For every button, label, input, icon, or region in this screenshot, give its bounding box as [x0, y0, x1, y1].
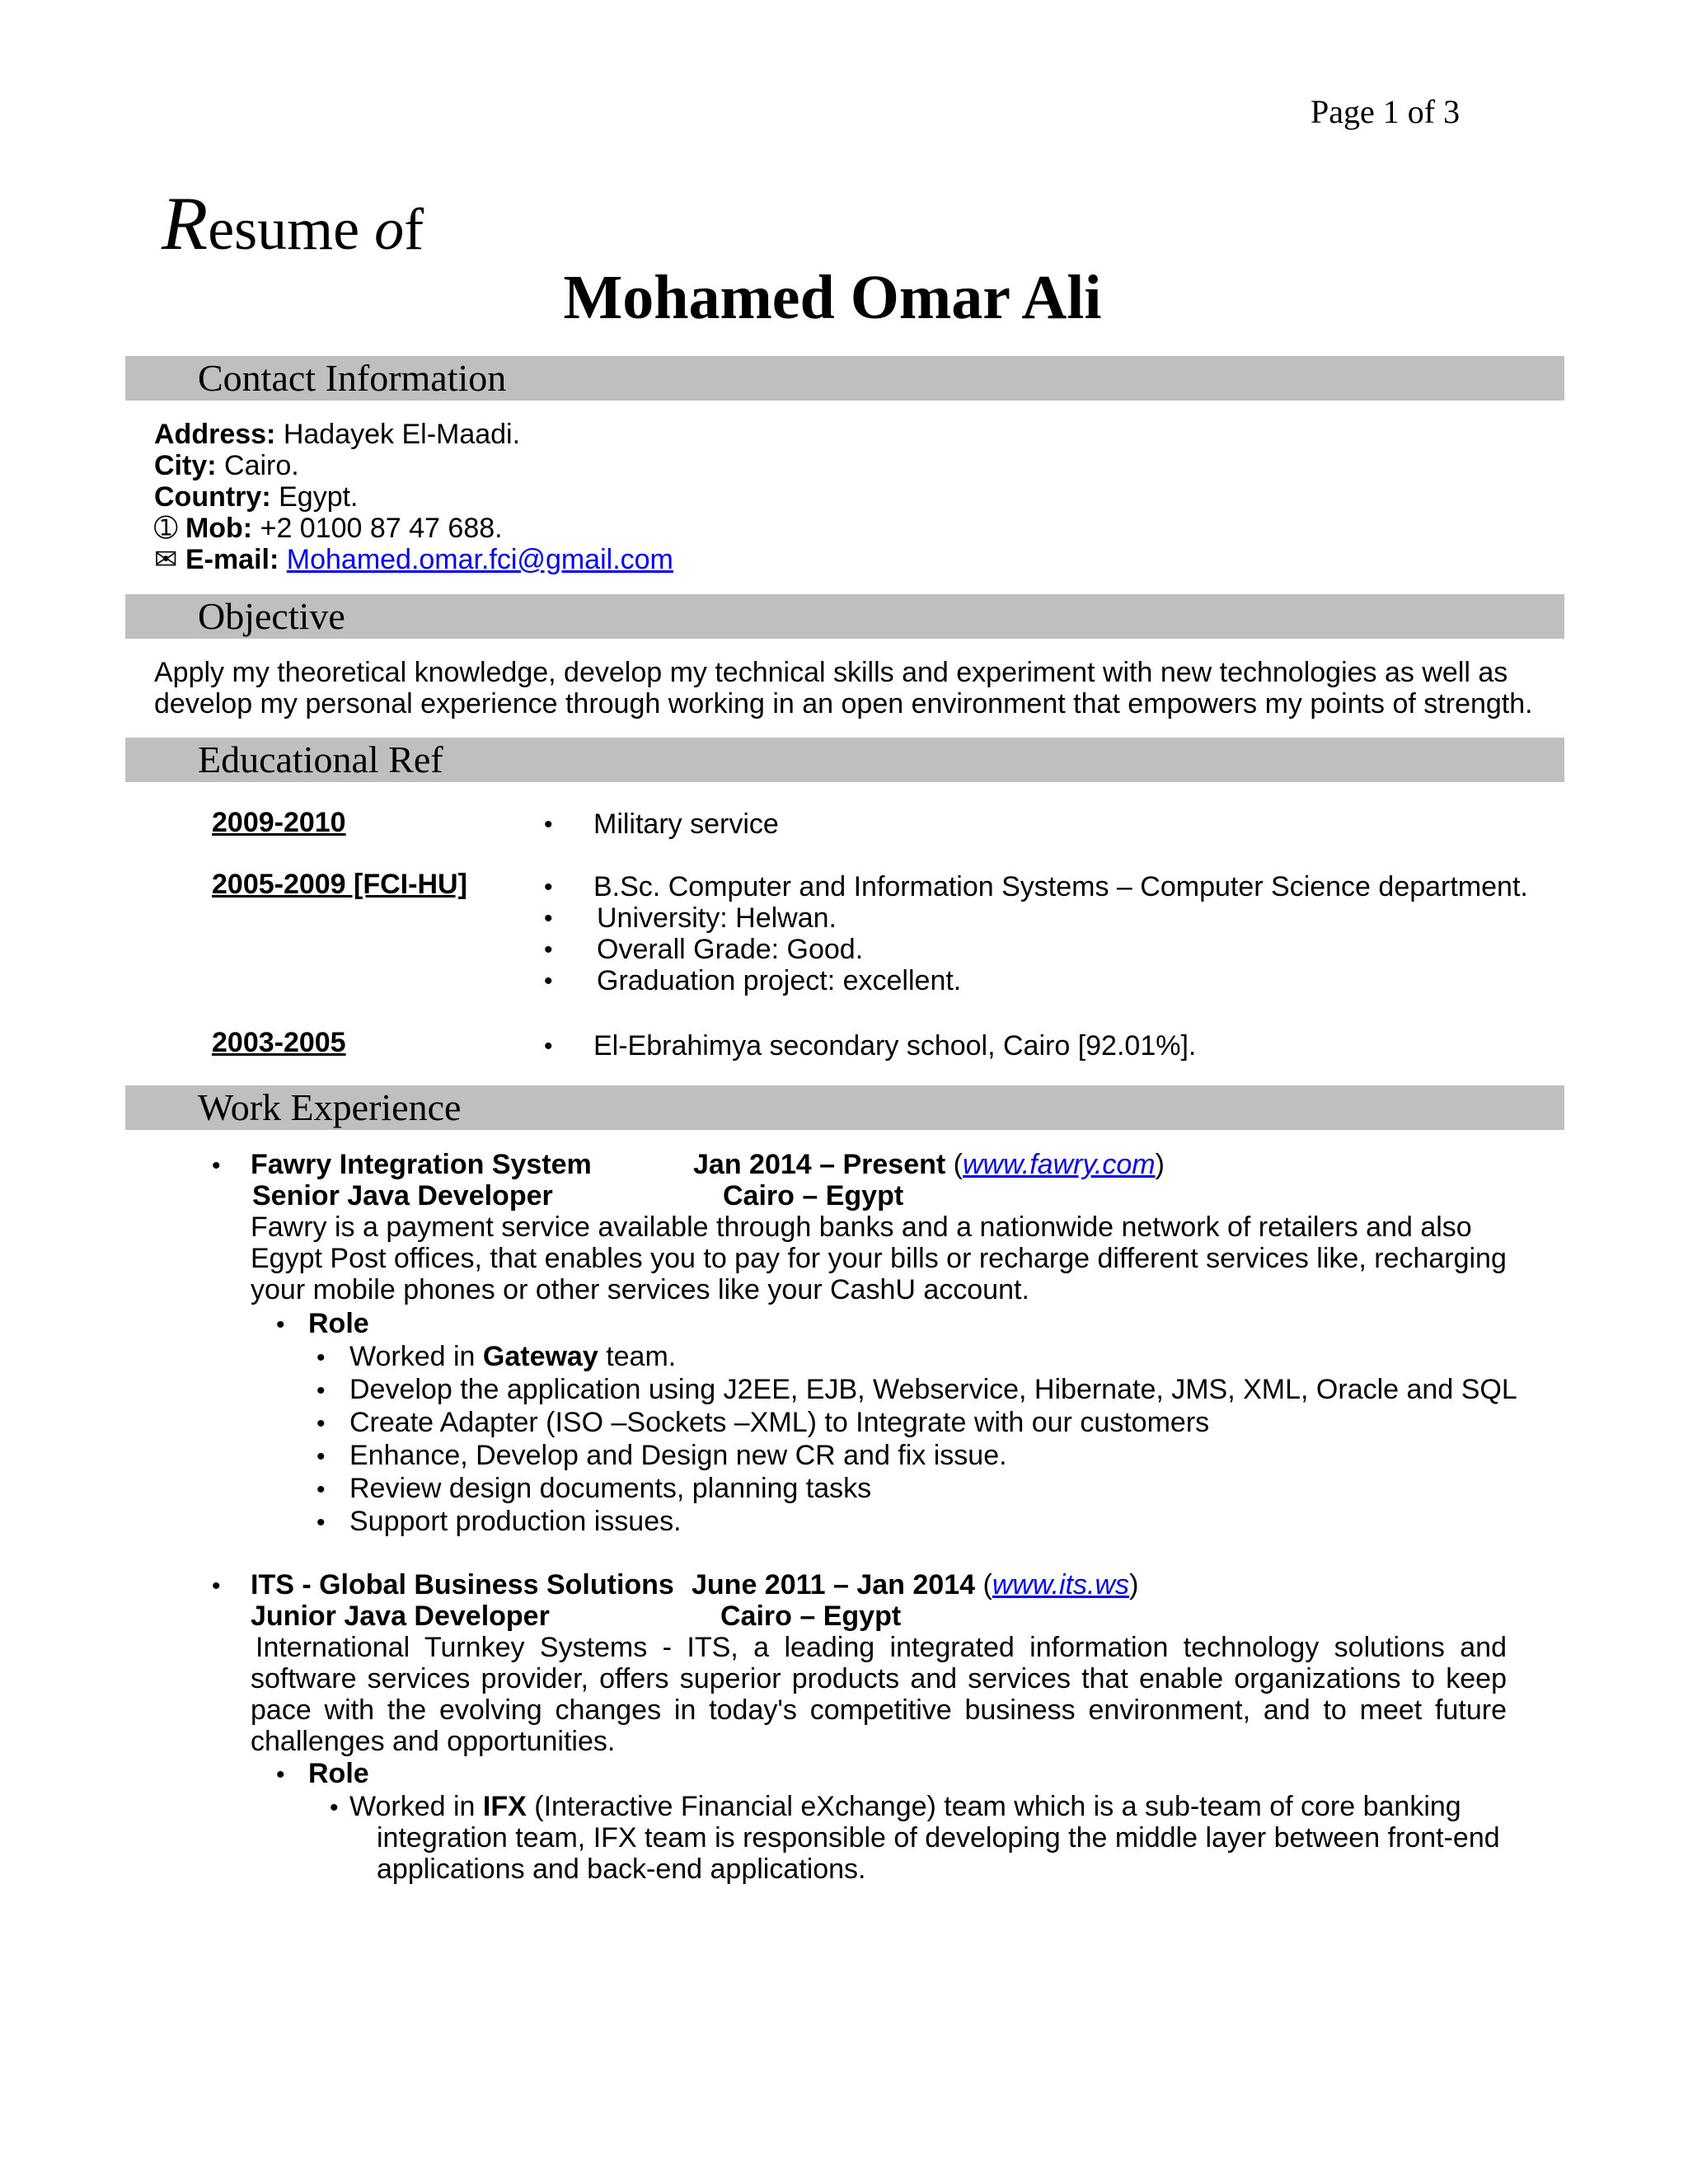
- role-item-continued: integration team, IFX team is responsible of developing the middle layer between front-end: [377, 1822, 1500, 1854]
- of-rest: f: [404, 196, 424, 262]
- role-item: Enhance, Develop and Design new CR and fix issue.: [349, 1440, 1007, 1471]
- objective-line-2: develop my personal experience through working in an open environment that empowers my points of strength.: [154, 688, 1533, 719]
- job-location: Cairo – Egypt: [723, 1180, 904, 1212]
- bullet: •: [316, 1443, 326, 1470]
- bullet: •: [316, 1410, 326, 1437]
- job-dates-line: Jan 2014 – Present (www.fawry.com): [693, 1149, 1165, 1180]
- role-item: Create Adapter (ISO –Sockets –XML) to Integrate with our customers: [349, 1407, 1210, 1438]
- role-item: Review design documents, planning tasks: [349, 1473, 872, 1504]
- resume-initial: R: [162, 181, 209, 265]
- bullet: •: [544, 1033, 553, 1060]
- role-label: Role: [308, 1308, 369, 1339]
- company-name: ITS - Global Business Solutions: [251, 1569, 674, 1601]
- education-item: El-Ebrahimya secondary school, Cairo [92.01%].: [593, 1030, 1197, 1062]
- job-position: Junior Java Developer: [251, 1601, 550, 1632]
- country-line: Country: Egypt.: [154, 481, 359, 513]
- education-item: Graduation project: excellent.: [597, 965, 962, 996]
- education-years: 2005-2009 [FCI-HU]: [212, 869, 467, 900]
- bullet: •: [316, 1377, 326, 1404]
- education-item: B.Sc. Computer and Information Systems – Computer Science department.: [593, 871, 1528, 902]
- bullet: •: [212, 1152, 221, 1179]
- bullet: •: [330, 1794, 339, 1821]
- company-link[interactable]: www.fawry.com: [962, 1149, 1156, 1180]
- role-item: Worked in IFX (Interactive Financial eXchange) team which is a sub-team of core banking: [349, 1791, 1461, 1822]
- company-name: Fawry Integration System: [251, 1149, 592, 1180]
- role-item-continued: applications and back-end applications.: [377, 1854, 866, 1885]
- bullet: •: [316, 1476, 326, 1503]
- envelope-icon: ✉: [154, 544, 178, 575]
- resume-heading: [162, 180, 424, 267]
- job-desc-line: Egypt Post offices, that enables you to pay for your bills or recharge different services like, recharging: [251, 1243, 1507, 1274]
- mobile-line: ➀ Mob: +2 0100 87 47 688.: [154, 513, 503, 544]
- bullet: •: [316, 1344, 326, 1371]
- job-description: International Turnkey Systems - ITS, a leading integrated information technology solutions and software services provider, offers superior products and services that enable organizations to keep pace with the evolving changes in today's competitive business environment, and to meet future challenges and opportunities.: [251, 1632, 1507, 1757]
- bullet: •: [544, 905, 553, 932]
- objective-section-title: Objective: [198, 595, 345, 637]
- candidate-name: Mohamed Omar Ali: [563, 263, 1102, 332]
- role-label: Role: [308, 1758, 369, 1789]
- job-desc-line: your mobile phones or other services like your CashU account.: [251, 1274, 1029, 1305]
- bullet: •: [544, 968, 553, 995]
- bullet: •: [276, 1311, 285, 1338]
- bullet: •: [544, 811, 553, 838]
- education-years: 2003-2005: [212, 1027, 346, 1058]
- education-section-title: Educational Ref: [198, 738, 443, 780]
- email-line: ✉ E-mail: Mohamed.omar.fci@gmail.com: [154, 544, 673, 575]
- bullet: •: [316, 1509, 326, 1536]
- bullet: •: [212, 1572, 221, 1600]
- phone-icon: ➀: [154, 513, 178, 544]
- resume-word: esume: [208, 196, 360, 262]
- role-item: Develop the application using J2EE, EJB, Webservice, Hibernate, JMS, XML, Oracle and SQL: [349, 1374, 1517, 1405]
- city-line: City: Cairo.: [154, 450, 299, 481]
- objective-line-1: Apply my theoretical knowledge, develop my technical skills and experiment with new technologies as well as: [154, 657, 1508, 688]
- bullet: •: [276, 1761, 285, 1788]
- contact-section-title: Contact Information: [198, 357, 507, 399]
- address-line: Address: Hadayek El-Maadi.: [154, 419, 521, 450]
- role-item: Support production issues.: [349, 1506, 682, 1537]
- work-section-title: Work Experience: [198, 1086, 462, 1128]
- job-location: Cairo – Egypt: [720, 1601, 902, 1632]
- role-item: Worked in Gateway team.: [349, 1341, 677, 1372]
- education-item: Overall Grade: Good.: [597, 934, 864, 965]
- job-desc-line: Fawry is a payment service available through banks and a nationwide network of retailers and also: [251, 1212, 1472, 1243]
- job-position: Senior Java Developer: [252, 1180, 553, 1212]
- job-dates-line: June 2011 – Jan 2014 (www.its.ws): [692, 1569, 1139, 1601]
- education-item: University: Helwan.: [597, 902, 837, 934]
- education-years: 2009-2010: [212, 807, 346, 838]
- education-item: Military service: [593, 808, 779, 840]
- bullet: •: [544, 874, 553, 901]
- bullet: •: [544, 936, 553, 963]
- of-initial: o: [374, 196, 405, 262]
- page-number: Page 1 of 3: [1311, 93, 1461, 130]
- company-link[interactable]: www.its.ws: [992, 1569, 1130, 1601]
- email-link[interactable]: Mohamed.omar.fci@gmail.com: [286, 544, 673, 575]
